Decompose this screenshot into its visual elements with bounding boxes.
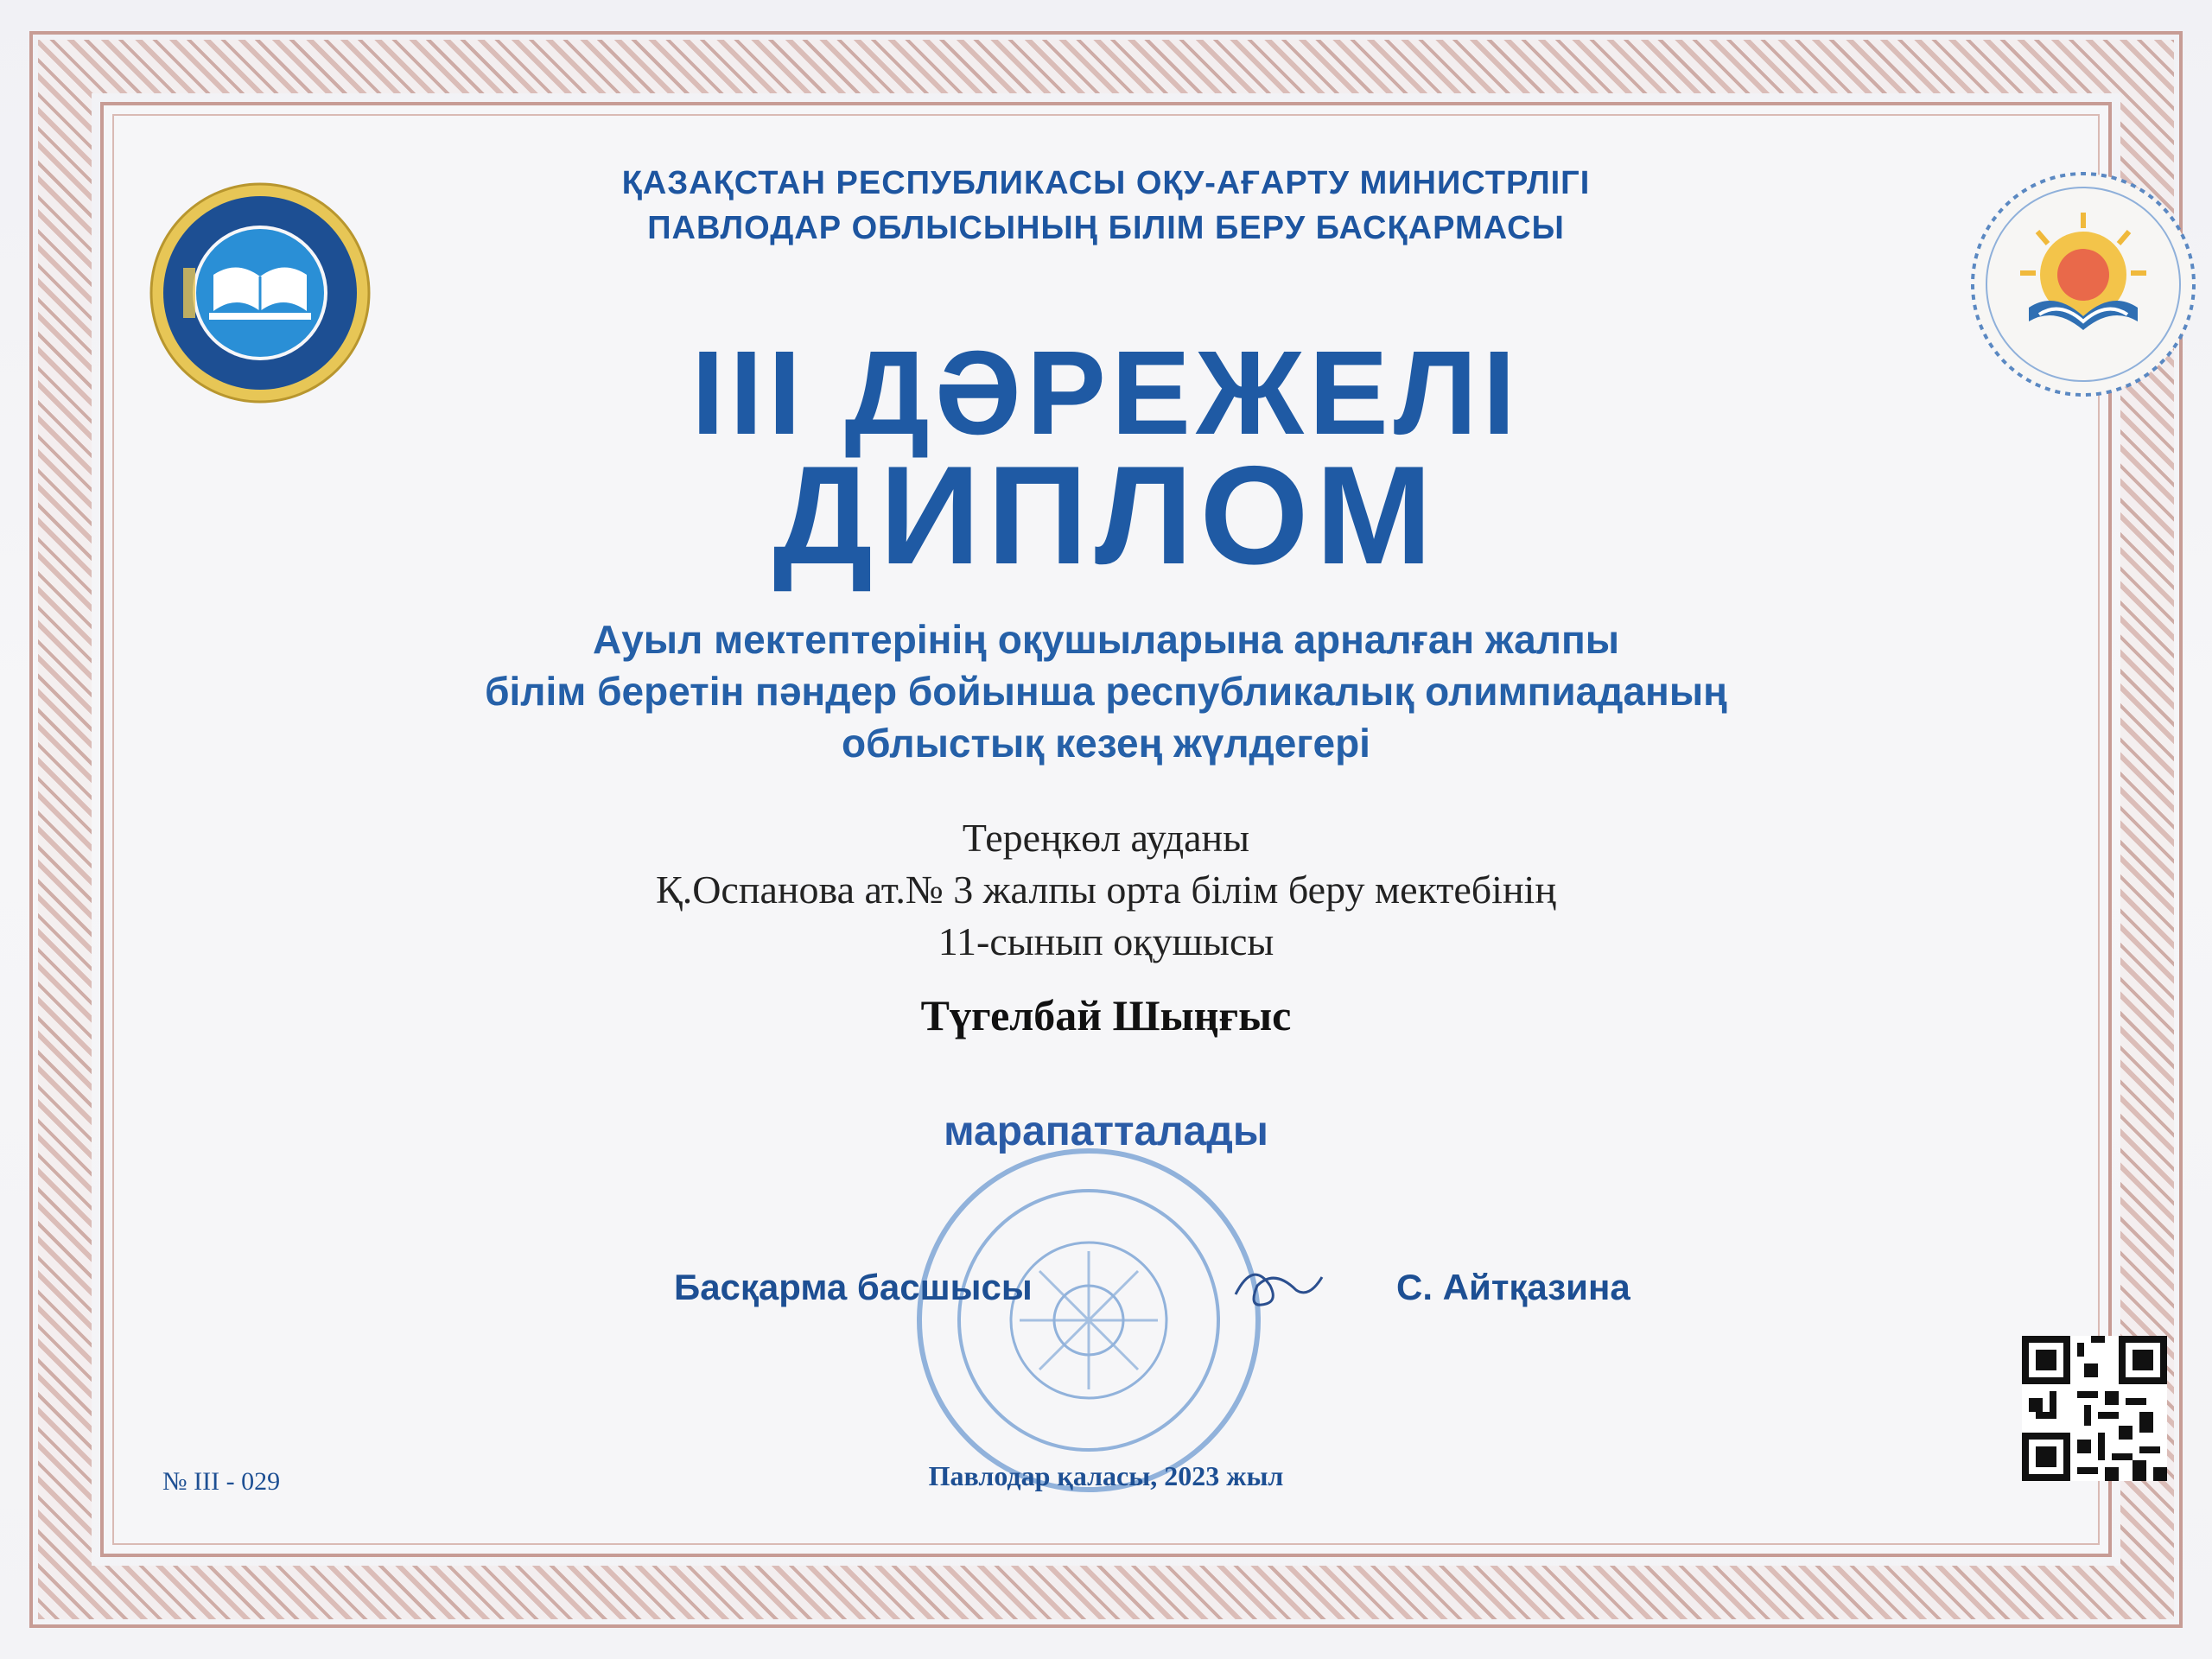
qr-code-icon[interactable] <box>2022 1336 2167 1481</box>
round-official-stamp-icon <box>907 1139 1270 1502</box>
school: Қ.Оспанова ат.№ 3 жалпы орта білім беру мектебінің <box>656 868 1556 912</box>
handwritten-signature-icon <box>1227 1251 1331 1320</box>
city-year: Павлодар қаласы, 2023 жыл <box>928 1460 1284 1491</box>
recipient-details <box>0 812 2212 968</box>
ministry-header-line1: ҚАЗАҚСТАН РЕСПУБЛИКАСЫ ОҚУ-АҒАРТУ МИНИСТРЛІГІ <box>621 165 1591 201</box>
award-description-line2: білім беретін пәндер бойынша республикалық олимпиаданың <box>485 669 1727 714</box>
diploma-number: № III - 029 <box>162 1467 281 1496</box>
recipient-name: Түгелбай Шыңғыс <box>920 991 1292 1039</box>
awarded-label: марапатталады <box>944 1109 1268 1154</box>
district: Тереңкөл ауданы <box>962 816 1250 860</box>
diploma-degree: ІІІ ДӘРЕЖЕЛІ <box>691 327 1521 460</box>
signatory-name: С. Айтқазина <box>1396 1267 1630 1307</box>
ministry-header <box>0 161 2212 251</box>
award-description-line3: облыстық кезең жүлдегері <box>842 721 1370 766</box>
diploma-title: ДИПЛОМ <box>772 437 1440 594</box>
award-description-line1: Ауыл мектептерінің оқушыларына арналған жалпы <box>592 617 1620 662</box>
signatory-title: Басқарма басшысы <box>674 1267 1033 1307</box>
grade: 11-сынып оқушысы <box>938 919 1274 963</box>
award-description <box>0 613 2212 769</box>
ministry-header-line2: ПАВЛОДАР ОБЛЫСЫНЫҢ БІЛІМ БЕРУ БАСҚАРМАСЫ <box>647 210 1565 246</box>
